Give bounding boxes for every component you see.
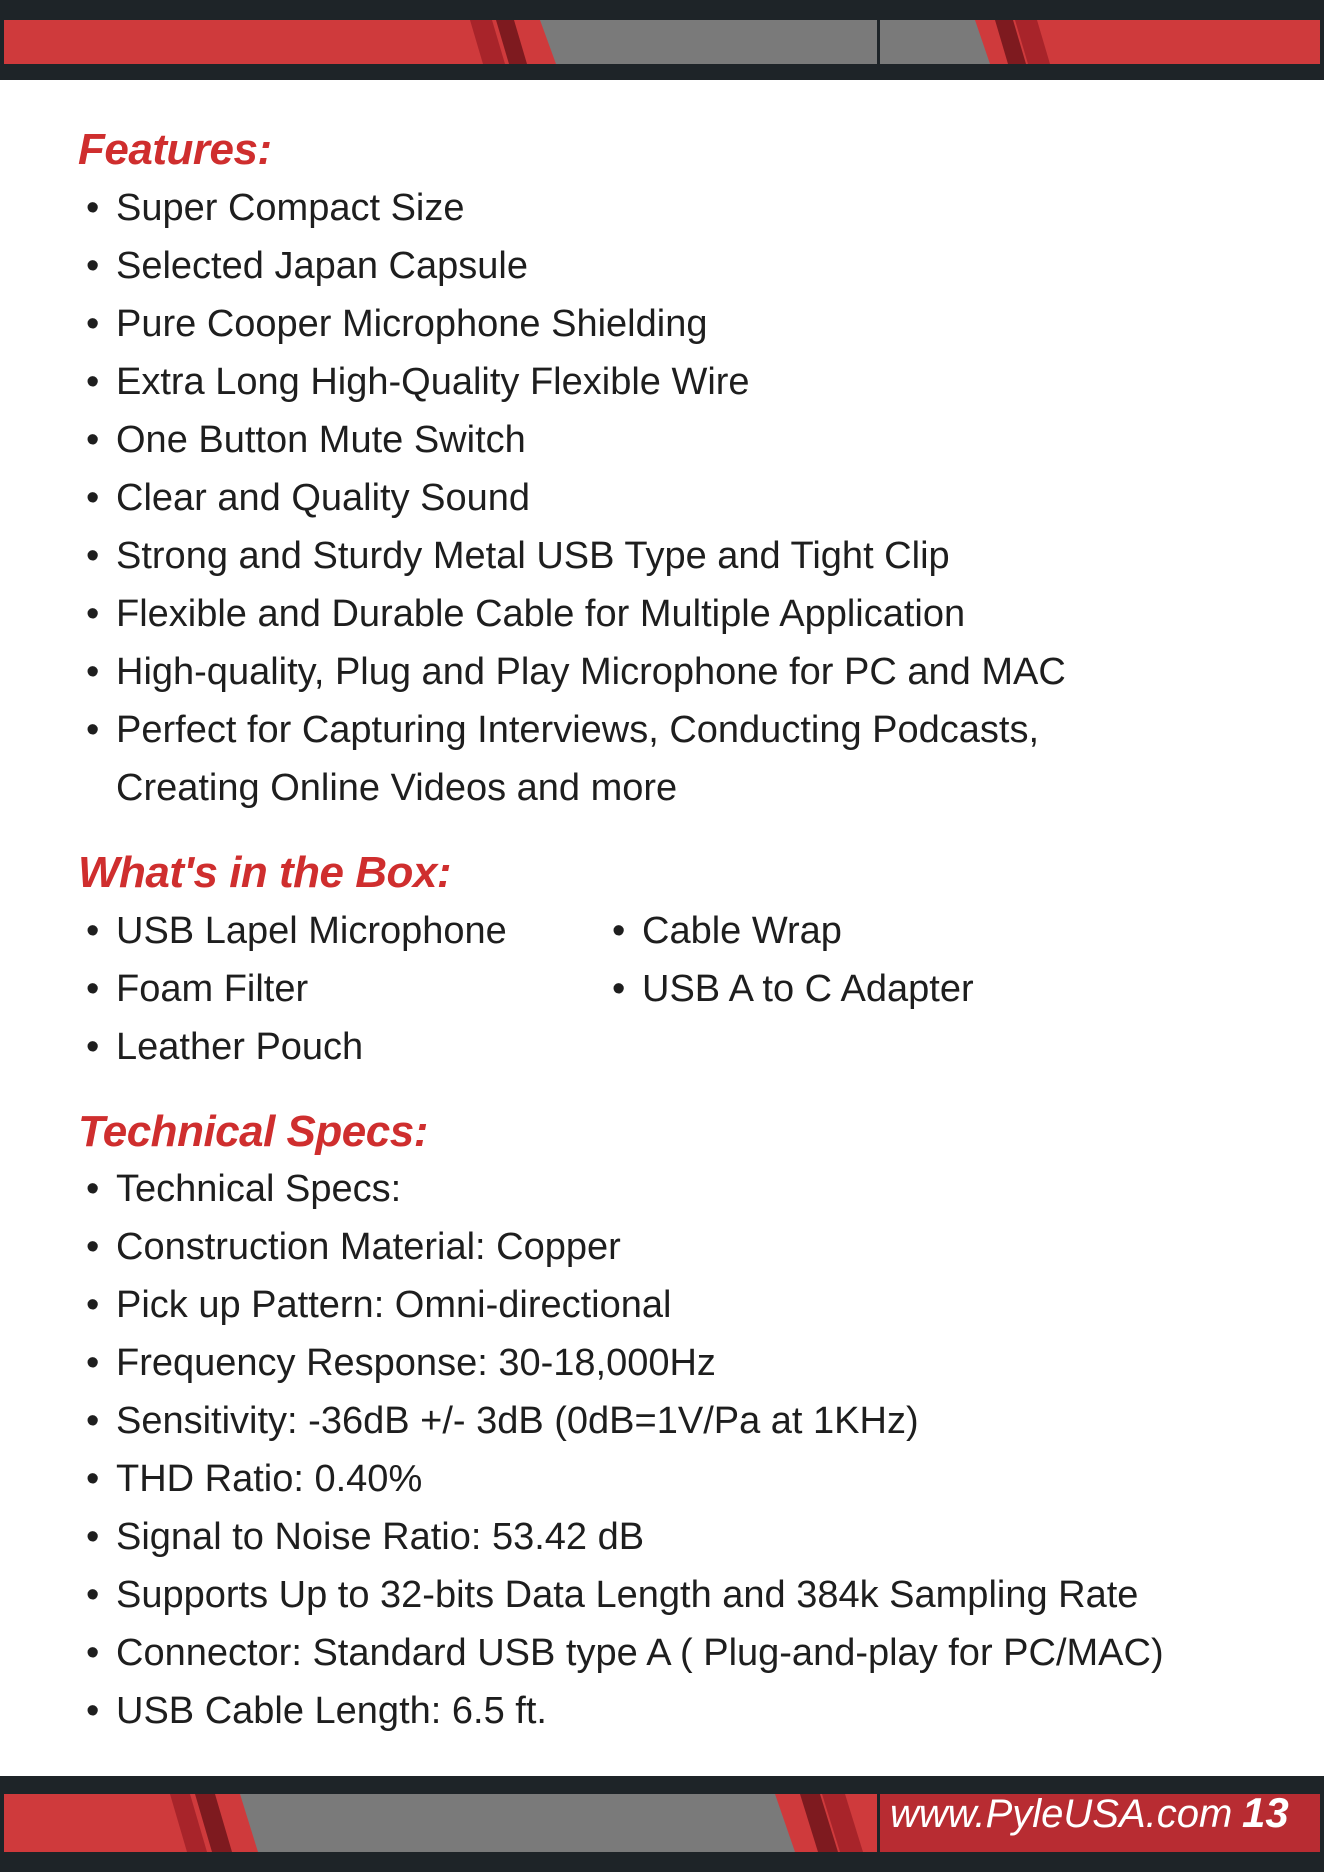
list-item: • USB Cable Length: 6.5 ft. bbox=[86, 1682, 1164, 1740]
list-item: • Foam Filter bbox=[86, 960, 507, 1018]
list-item: • Frequency Response: 30-18,000Hz bbox=[86, 1334, 1164, 1392]
list-item: • Supports Up to 32-bits Data Length and 384k Sampling Rate bbox=[86, 1566, 1164, 1624]
list-item: • Technical Specs: bbox=[86, 1160, 1164, 1218]
website-url: www.PyleUSA.com bbox=[890, 1792, 1233, 1836]
list-item: • Extra Long High-Quality Flexible Wire bbox=[86, 353, 1066, 411]
list-item: • Super Compact Size bbox=[86, 179, 1066, 237]
specs-heading: Technical Specs: bbox=[78, 1107, 428, 1156]
features-heading: Features: bbox=[78, 125, 272, 174]
list-item: • Strong and Sturdy Metal USB Type and Tight Clip bbox=[86, 527, 1066, 585]
specs-list bbox=[86, 1160, 1164, 1740]
list-item: • Pure Cooper Microphone Shielding bbox=[86, 295, 1066, 353]
list-item: • Construction Material: Copper bbox=[86, 1218, 1164, 1276]
list-item: • THD Ratio: 0.40% bbox=[86, 1450, 1164, 1508]
list-item: • Perfect for Capturing Interviews, Conducting Podcasts, bbox=[86, 701, 1066, 759]
list-item-continuation: Creating Online Videos and more bbox=[116, 767, 678, 809]
features-list bbox=[86, 179, 1066, 817]
list-item: • Clear and Quality Sound bbox=[86, 469, 1066, 527]
list-item: • Pick up Pattern: Omni-directional bbox=[86, 1276, 1164, 1334]
list-item: • High-quality, Plug and Play Microphone for PC and MAC bbox=[86, 643, 1066, 701]
list-item: • Signal to Noise Ratio: 53.42 dB bbox=[86, 1508, 1164, 1566]
list-item: • USB Lapel Microphone bbox=[86, 902, 507, 960]
box-list-left bbox=[86, 902, 507, 1076]
box-heading: What's in the Box: bbox=[78, 848, 452, 897]
list-item: • Connector: Standard USB type A ( Plug-and-play for PC/MAC) bbox=[86, 1624, 1164, 1682]
list-item: • Leather Pouch bbox=[86, 1018, 507, 1076]
header-decorative-band bbox=[0, 0, 1324, 80]
box-list-right bbox=[612, 902, 974, 1018]
list-item: • USB A to C Adapter bbox=[612, 960, 974, 1018]
page-number: 13 bbox=[1242, 1789, 1289, 1836]
list-item: • Cable Wrap bbox=[612, 902, 974, 960]
list-item: • Sensitivity: -36dB +/- 3dB (0dB=1V/Pa at 1KHz) bbox=[86, 1392, 1164, 1450]
list-item: • Flexible and Durable Cable for Multiple Application bbox=[86, 585, 1066, 643]
list-item: • One Button Mute Switch bbox=[86, 411, 1066, 469]
list-item: • Selected Japan Capsule bbox=[86, 237, 1066, 295]
